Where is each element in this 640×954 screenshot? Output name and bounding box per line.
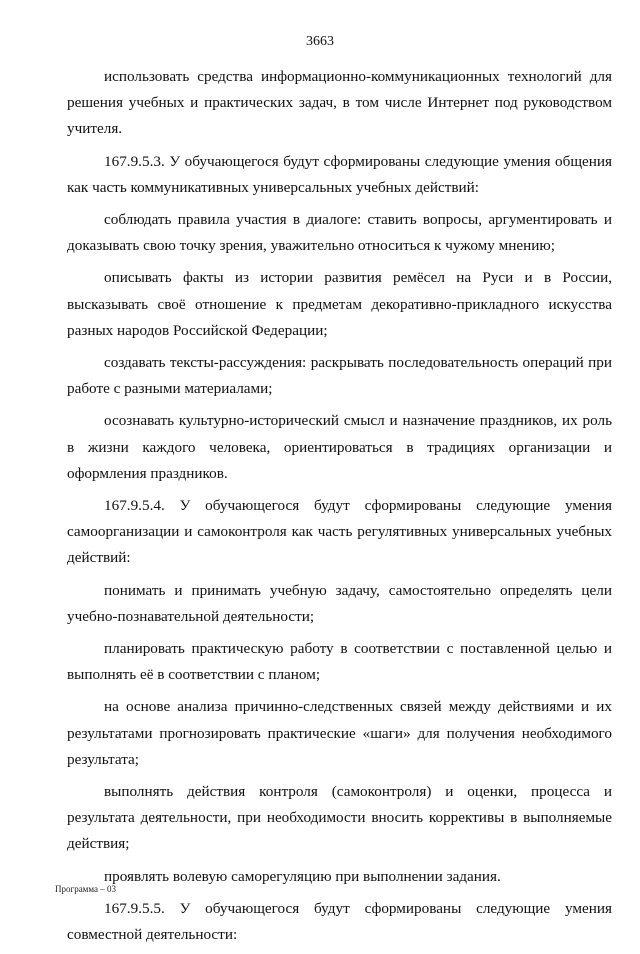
paragraph-self-control: выполнять действия контроля (самоконтроля) и оценки, процесса и результата деятельности, при необходимости вносить коррективы в выполняемые действия; [67,783,612,853]
paragraph-dialogue-rules: соблюдать правила участия в диалоге: ставить вопросы, аргументировать и доказывать свою точку зрения, уважительно относиться к чужому мнению; [67,211,612,255]
page-number: 3663 [306,34,334,49]
paragraph-reasoning-texts: создавать тексты-рассуждения: раскрывать последовательность операций при работе с разными материалами; [67,354,612,398]
paragraph-cause-effect: на основе анализа причинно-следственных связей между действиями и их результатами прогнозировать практические «шаги» для получения необходимого результата; [67,698,612,768]
paragraph-section-167-9-5-3: 167.9.5.3. У обучающегося будут сформированы следующие умения общения как часть коммуникативных универсальных учебных действий: [67,152,612,196]
paragraph-learning-task: понимать и принимать учебную задачу, самостоятельно определять цели учебно-познавательной деятельности; [67,581,612,625]
paragraph-crafts-history: описывать факты из истории развития ремёсел на Руси и в России, высказывать своё отношение к предметам декоративно-прикладного искусства разных народов Российской Федерации; [67,269,612,339]
paragraph-self-regulation: проявлять волевую саморегуляцию при выполнении задания. [104,867,501,885]
page-footer: Программа – 03 [55,884,117,894]
paragraph-section-167-9-5-4: 167.9.5.4. У обучающегося будут сформированы следующие умения самоорганизации и самоконтроля как часть регулятивных универсальных учебных действий: [67,497,612,567]
paragraph-plan-work: планировать практическую работу в соответствии с поставленной целью и выполнять её в соответствии с планом; [67,640,612,684]
paragraph-section-167-9-5-5: 167.9.5.5. У обучающегося будут сформированы следующие умения совместной деятельности: [67,899,612,944]
paragraph-ict-use: использовать средства информационно-коммуникационных технологий для решения учебных и практических задач, в том числе Интернет под руководством учителя. [67,68,612,138]
paragraph-holidays-meaning: осознавать культурно-исторический смысл и назначение праздников, их роль в жизни каждого человека, ориентироваться в традициях организации и оформления праздников. [67,412,612,482]
document-body [67,64,612,954]
